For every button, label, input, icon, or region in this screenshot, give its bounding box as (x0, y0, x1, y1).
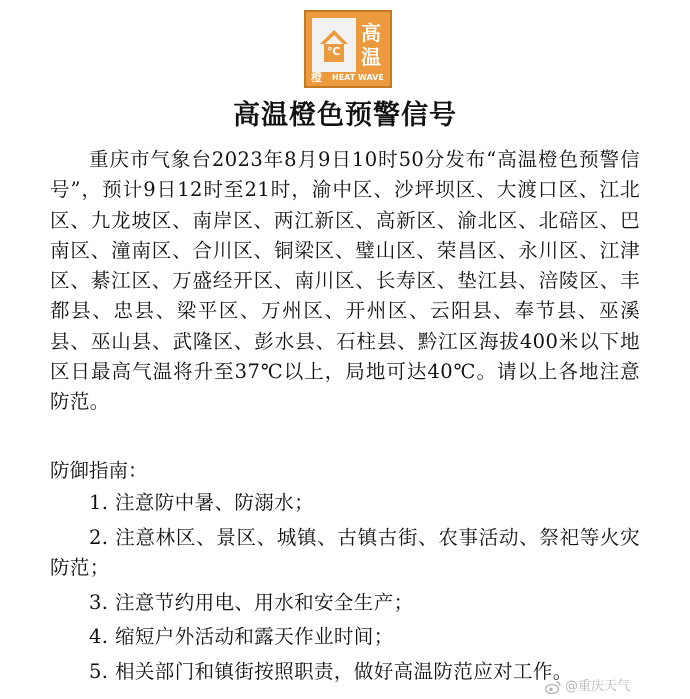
icon-en-label: HEAT WAVE (332, 73, 384, 82)
guide-heading: 防御指南： (50, 459, 148, 482)
guide-item: 1. 注意防中暑、防溺水； (89, 491, 315, 514)
guide-item: 2. 注意林区、景区、城镇、古镇古街、农事活动、祭祀等火灾防范； (50, 525, 640, 579)
icon-cn-label-line2: 温 (361, 45, 381, 69)
icon-cn-label (358, 18, 384, 72)
weibo-watermark (545, 679, 630, 695)
warning-body-text: 重庆市气象台2023年8月9日10时50分发布“高温橙色预警信号”，预计9日12时至21时，渝中区、沙坪坝区、大渡口区、江北区、九龙坡区、南岸区、两江新区、高新区、渝北区、北碚区、巴南区、潼南区、合川区、铜梁区、璧山区、荣昌区、永川区、江津区、綦江区、万盛经开区、南川区、长寿区、垫江县、涪陵区、丰都县、忠县、梁平区、万州区、开州区、云阳县、奉节县、巫溪县、巫山县、武隆区、彭水县、石柱县、黔江区海拔400米以下地区日最高气温将升至37℃以上，局地可达40℃。请以上各地注意防范。 (50, 148, 640, 414)
guide-list (50, 488, 640, 691)
page-title: 高温橙色预警信号 (233, 100, 457, 131)
heat-wave-orange-signal-icon (304, 10, 392, 88)
guide-item: 3. 注意节约用电、用水和安全生产； (89, 590, 414, 614)
guide-item: 4. 缩短户外活动和露天作业时间； (89, 625, 394, 648)
icon-orange-label: 橙 (311, 71, 322, 84)
icon-cn-label-line1: 高 (361, 21, 381, 45)
weibo-icon (545, 680, 561, 694)
watermark-text: @重庆天气 (564, 679, 630, 694)
icon-thermometer-panel (312, 18, 356, 72)
celsius-symbol: ℃ (327, 45, 341, 58)
guide-item: 5. 相关部门和镇街按照职责，做好高温防范应对工作。 (89, 659, 573, 683)
